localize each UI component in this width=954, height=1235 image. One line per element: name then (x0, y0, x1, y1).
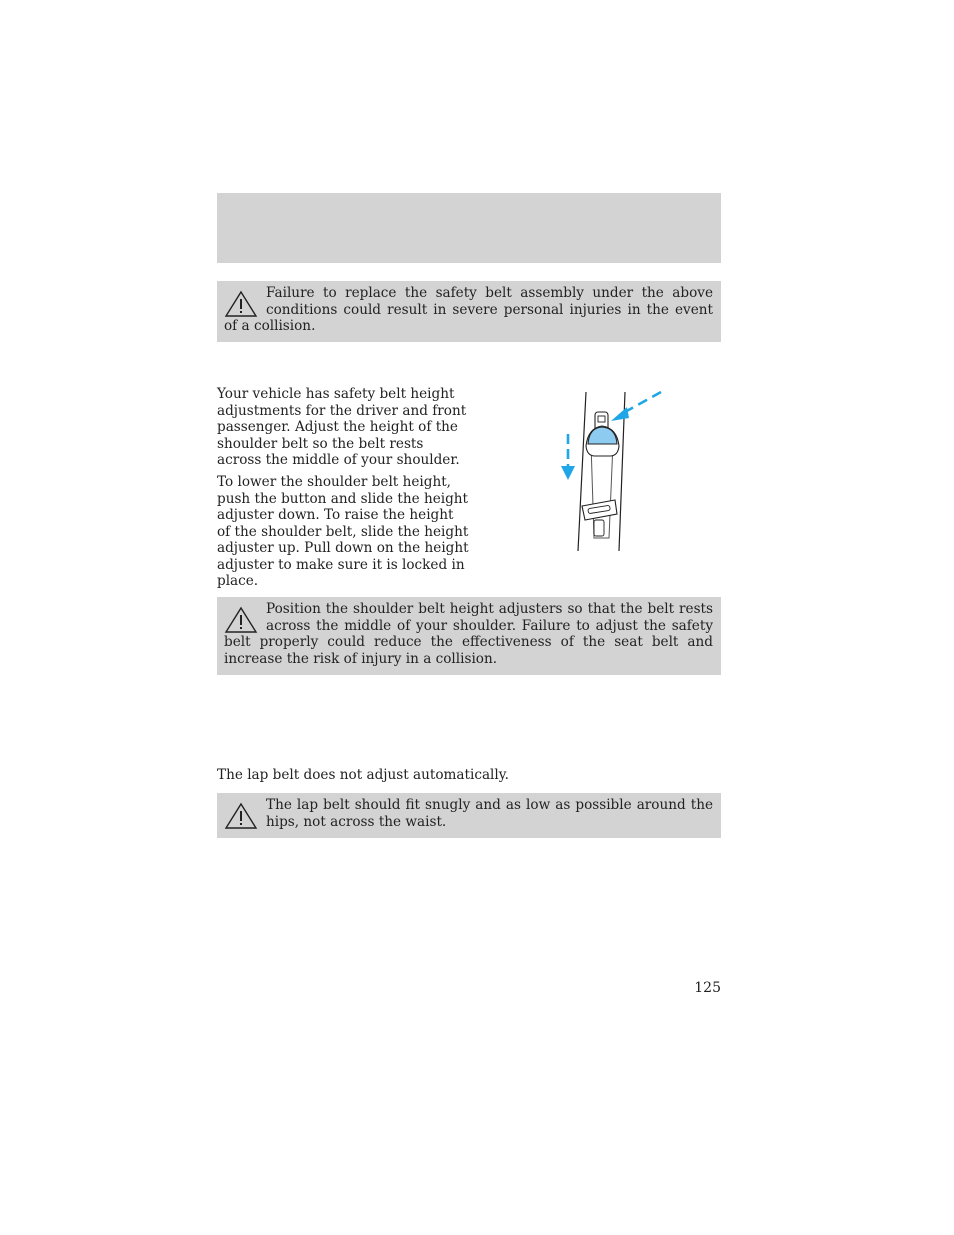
warning-triangle-icon (224, 606, 258, 634)
warning-box-position-adjusters (217, 597, 721, 675)
page-number: 125 (694, 980, 721, 996)
shoulder-belt-height-adjuster-illustration (555, 388, 665, 554)
warning-text: Failure to replace the safety belt assembly under the above conditions could result in severe personal injuries in the event of a collision. (224, 285, 713, 334)
warning-text: Position the shoulder belt height adjusters so that the belt rests across the middle of your shoulder. Failure to adjust the safety belt properly could reduce the effectiveness of the seat belt and increase the risk of injury in a collision. (224, 601, 713, 667)
warning-box-replace-belt (217, 281, 721, 342)
paragraph-lap-belt: The lap belt does not adjust automatically. (217, 767, 509, 783)
paragraph-height-adjust-steps: To lower the shoulder belt height, push the button and slide the height adjuster down. To raise the height of the shoulder belt, slide the height adjuster up. Pull down on the height adjuster to make sure it is locked in place. (217, 474, 469, 589)
warning-box-lap-belt-fit (217, 793, 721, 838)
paragraph-height-adjust-intro: Your vehicle has safety belt height adjustments for the driver and front passenger. Adjust the height of the shoulder belt so the belt rests across the middle of your shoulder. (217, 386, 467, 468)
warning-text: The lap belt should fit snugly and as low as possible around the hips, not across the waist. (266, 797, 713, 830)
section-header-bar (217, 193, 721, 263)
warning-triangle-icon (224, 290, 258, 318)
warning-triangle-icon (224, 802, 258, 830)
